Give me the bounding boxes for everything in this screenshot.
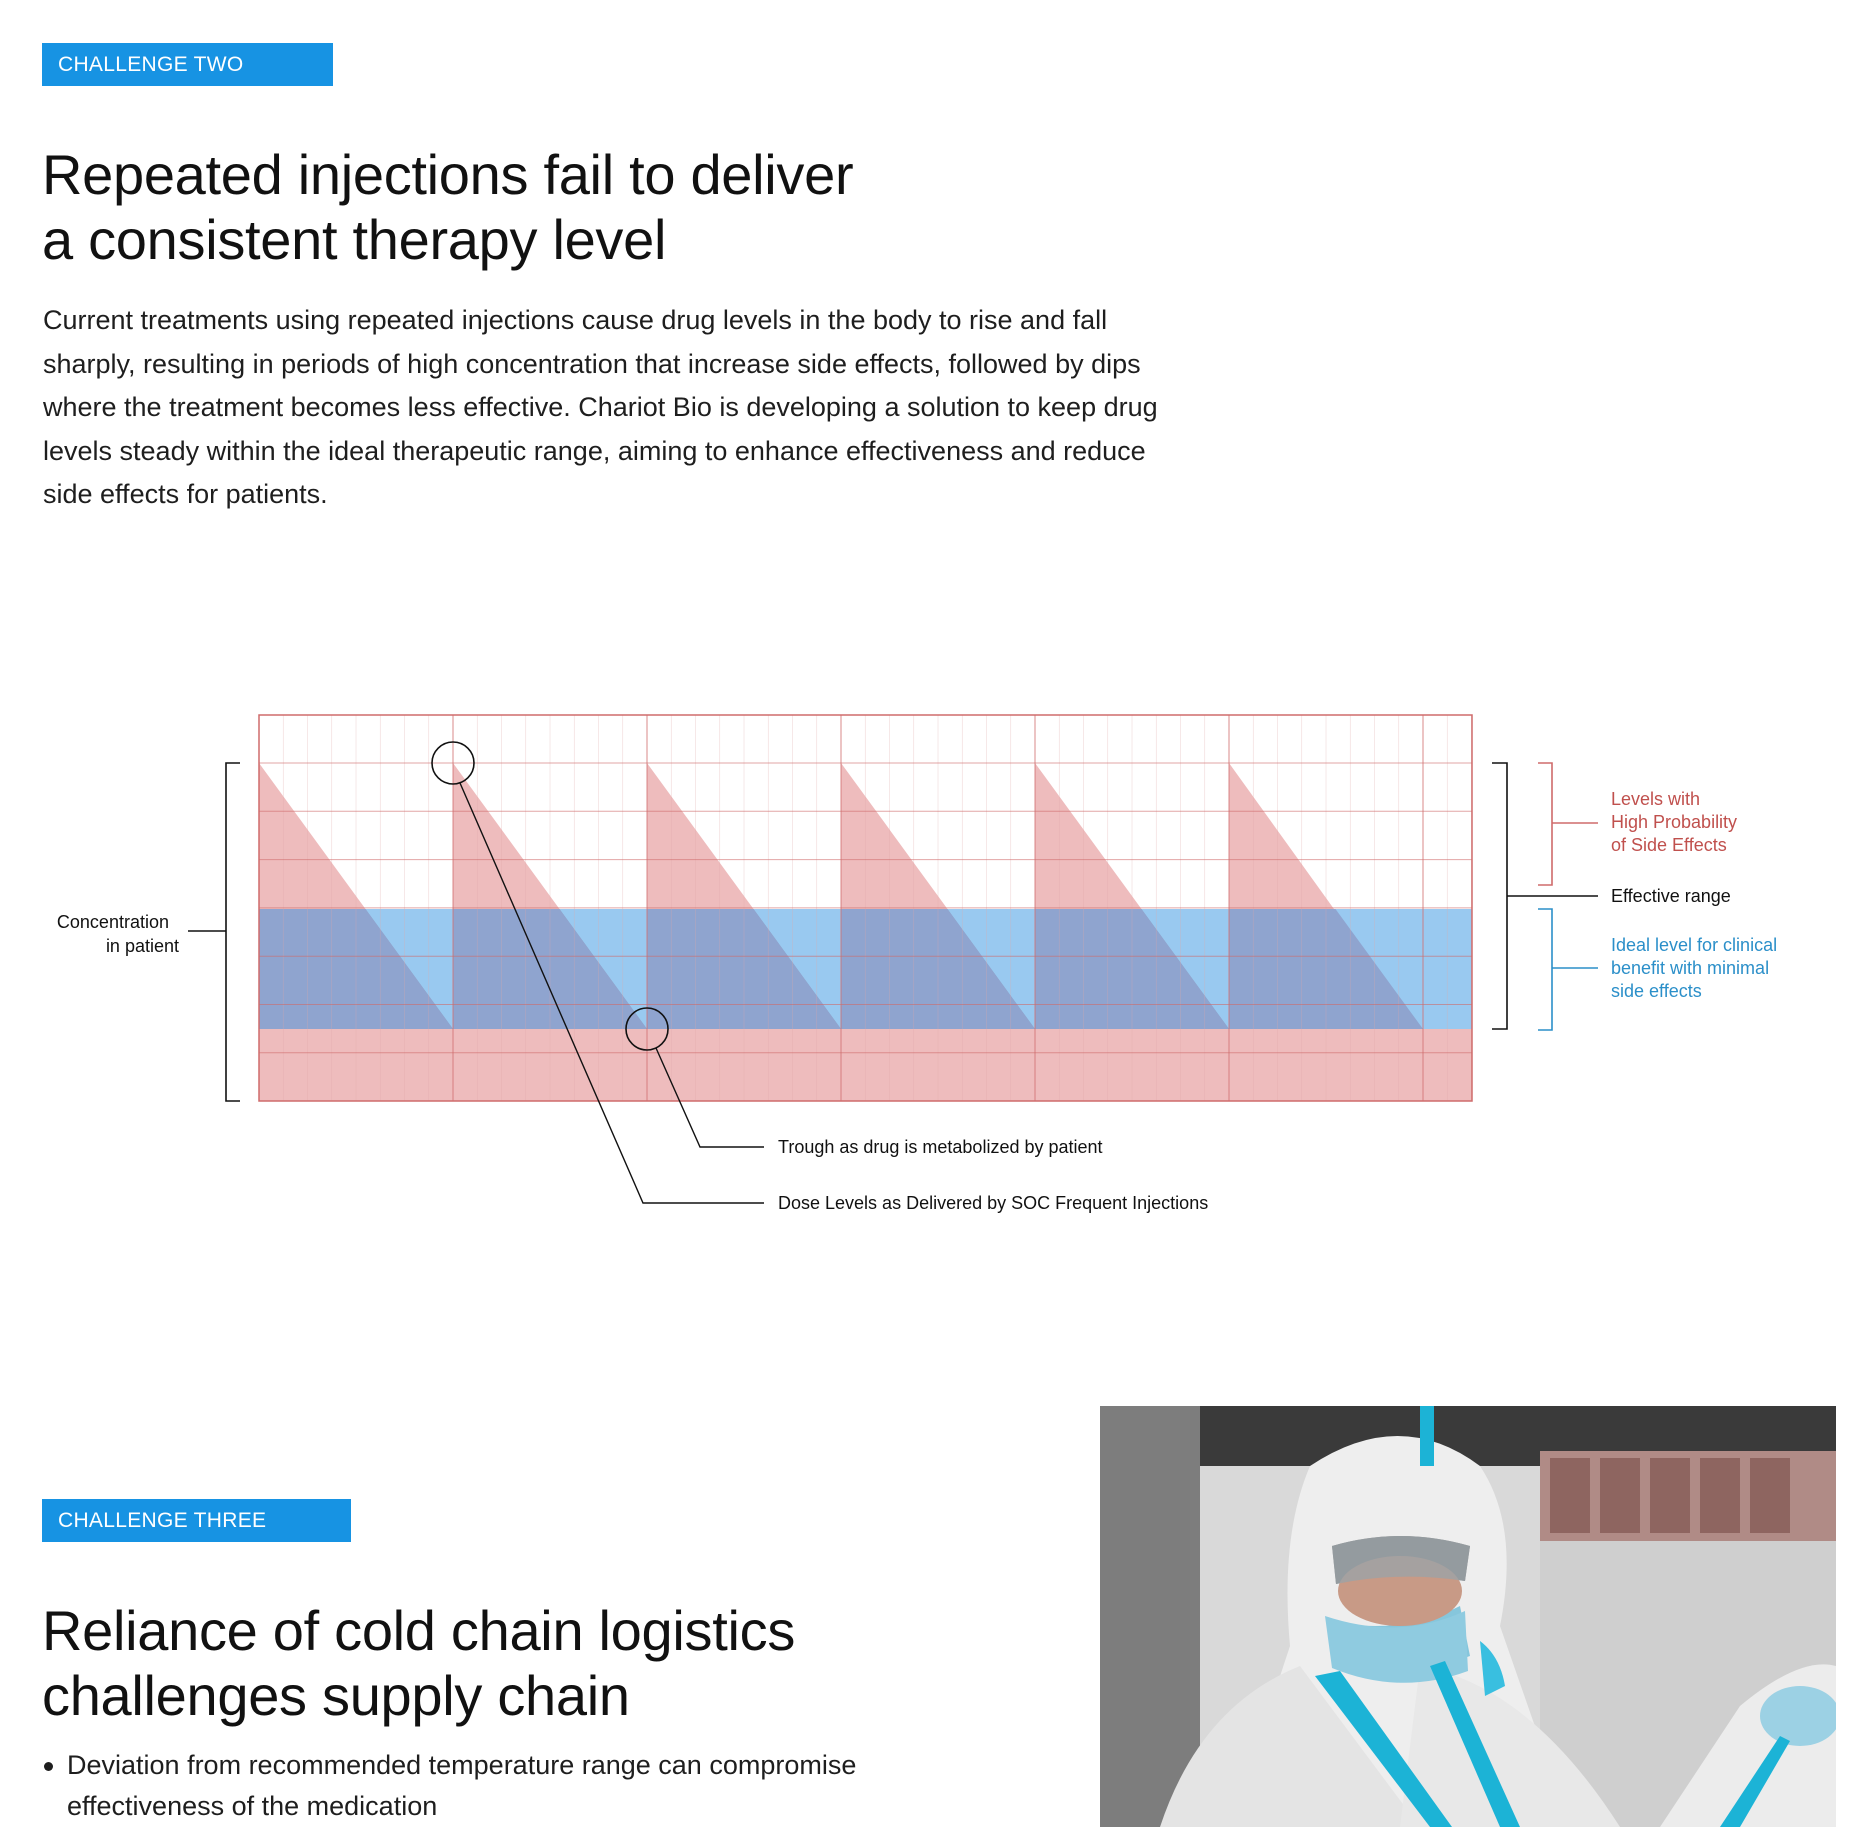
- ideal-level-label-line1: Ideal level for clinical: [1611, 935, 1778, 955]
- challenge-two-badge: CHALLENGE TWO: [42, 43, 333, 86]
- ideal-level-label: [1611, 935, 1782, 1001]
- trough-label: Trough as drug is metabolized by patient: [778, 1137, 1103, 1157]
- challenge-three-title-line2: challenges supply chain: [42, 1664, 630, 1727]
- concentration-label-line1: Concentration: [56, 912, 169, 932]
- challenge-two-title-line1: Repeated injections fail to deliver: [42, 143, 854, 206]
- ideal-level-bracket: [1538, 909, 1552, 1030]
- description-line: where the treatment becomes less effective. Chariot Bio is developing a solution to keep drug: [43, 392, 1158, 422]
- bullet-item: Deviation from recommended temperature range can compromise effectiveness of the medication: [42, 1745, 942, 1827]
- description-line: levels steady within the ideal therapeutic range, aiming to enhance effectiveness and reduce: [43, 435, 1146, 466]
- description-line: Current treatments using repeated injections cause drug levels in the body to rise and fall: [43, 305, 1108, 335]
- concentration-label-line2: in patient: [105, 936, 179, 956]
- concentration-label: [57, 912, 179, 956]
- effective-range-bracket: [1492, 763, 1507, 1029]
- side-effects-bracket: [1538, 763, 1552, 885]
- dose-levels-label: Dose Levels as Delivered by SOC Frequent Injections: [778, 1193, 1209, 1213]
- challenge-three-title-line1: Reliance of cold chain logistics: [42, 1599, 796, 1662]
- challenge-two-title-line2: a consistent therapy level: [42, 208, 667, 271]
- challenge-three-title: [42, 1598, 795, 1728]
- lab-workers-illustration: [1100, 1406, 1836, 1827]
- challenge-two-title: [42, 142, 853, 272]
- side-effects-label-line2: High Probability: [1611, 812, 1738, 832]
- left-bracket: [226, 763, 240, 1101]
- ideal-level-label-line3: side effects: [1611, 981, 1702, 1001]
- challenge-two-description: [43, 299, 1343, 517]
- side-effects-label: [1611, 789, 1742, 855]
- side-effects-label-line1: Levels with: [1611, 789, 1701, 809]
- description-line: sharply, resulting in periods of high concentration that increase side effects, followed by dips: [43, 348, 1141, 379]
- ideal-level-label-line2: benefit with minimal: [1611, 958, 1770, 978]
- effective-range-label: Effective range: [1611, 886, 1731, 906]
- side-effects-label-line3: of Side Effects: [1611, 835, 1727, 855]
- plot-area: [259, 715, 1472, 1101]
- description-line: side effects for patients.: [43, 479, 328, 509]
- challenge-three-bullets: [42, 1745, 942, 1827]
- drug-level-diagram: [0, 680, 1866, 1240]
- challenge-three-badge: CHALLENGE THREE: [42, 1499, 351, 1542]
- lab-workers-photo: [1100, 1406, 1836, 1827]
